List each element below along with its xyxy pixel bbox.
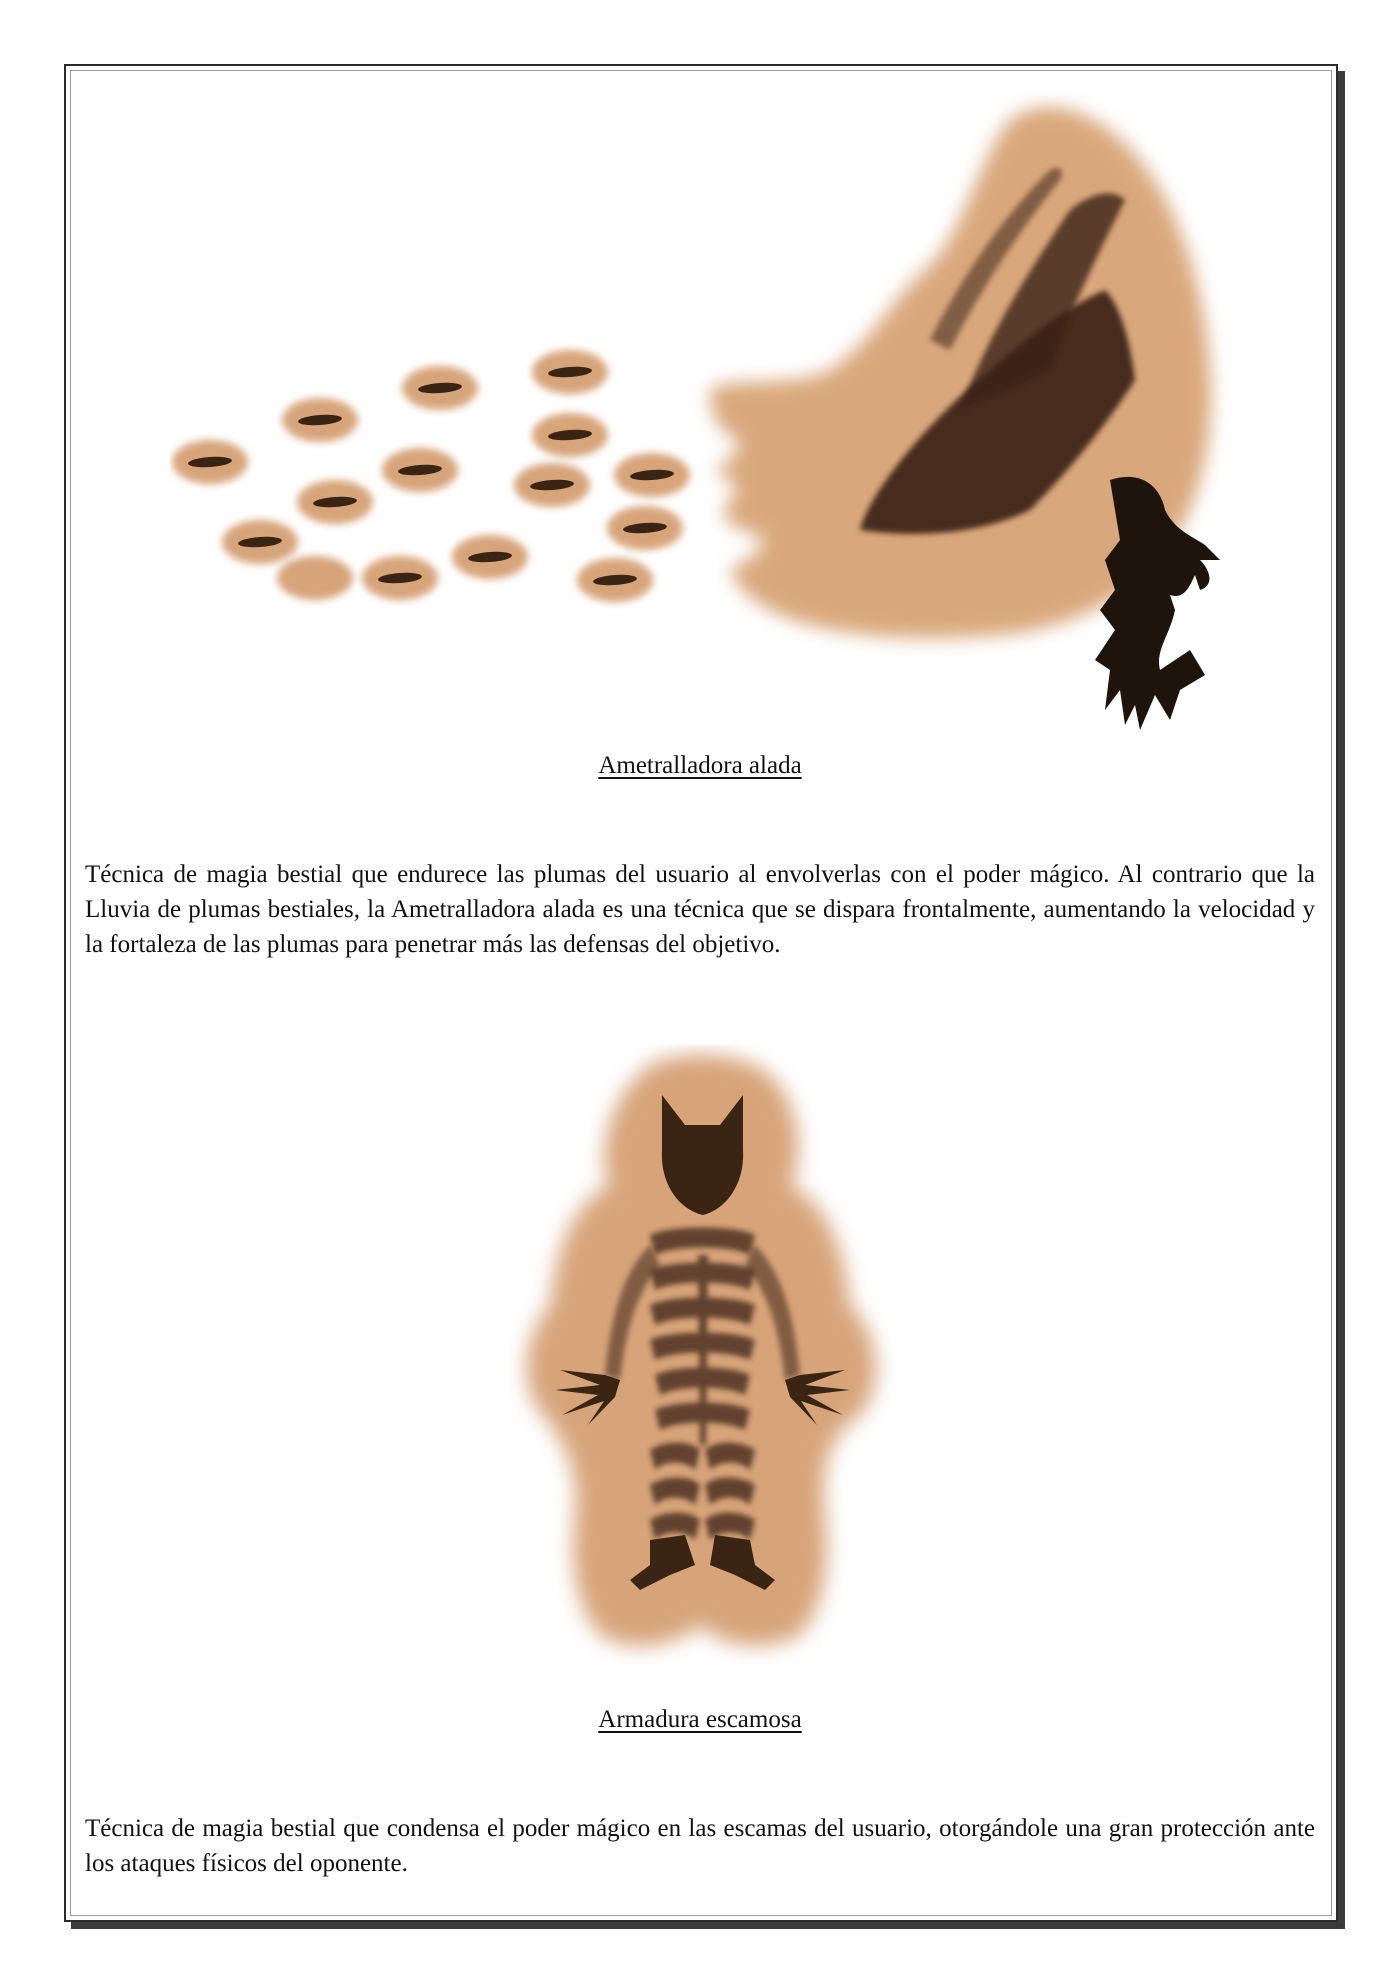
- scaled-beast-armor-illustration: [500, 1045, 900, 1665]
- section-1-description: Técnica de magia bestial que endurece las plumas del usuario al envolverlas con el poder mágico. Al contrario que la Lluvia de plumas bestiales, la Ametralladora alada es una técnica que se dispara frontalmente, aumentando la velocidad y la fortaleza de las plumas para penetrar más las defensas del objetivo.: [85, 861, 1315, 958]
- section-1-title: Ametralladora alada: [598, 752, 802, 779]
- section-2-description: Técnica de magia bestial que condensa el poder mágico en las escamas del usuario, otorgándole una gran protección ante los ataques físicos del oponente.: [85, 1815, 1315, 1877]
- feather-projectiles: [172, 350, 690, 602]
- winged-creature-firing-feathers-illustration: [170, 90, 1230, 740]
- section-2-title: Armadura escamosa: [598, 1706, 802, 1733]
